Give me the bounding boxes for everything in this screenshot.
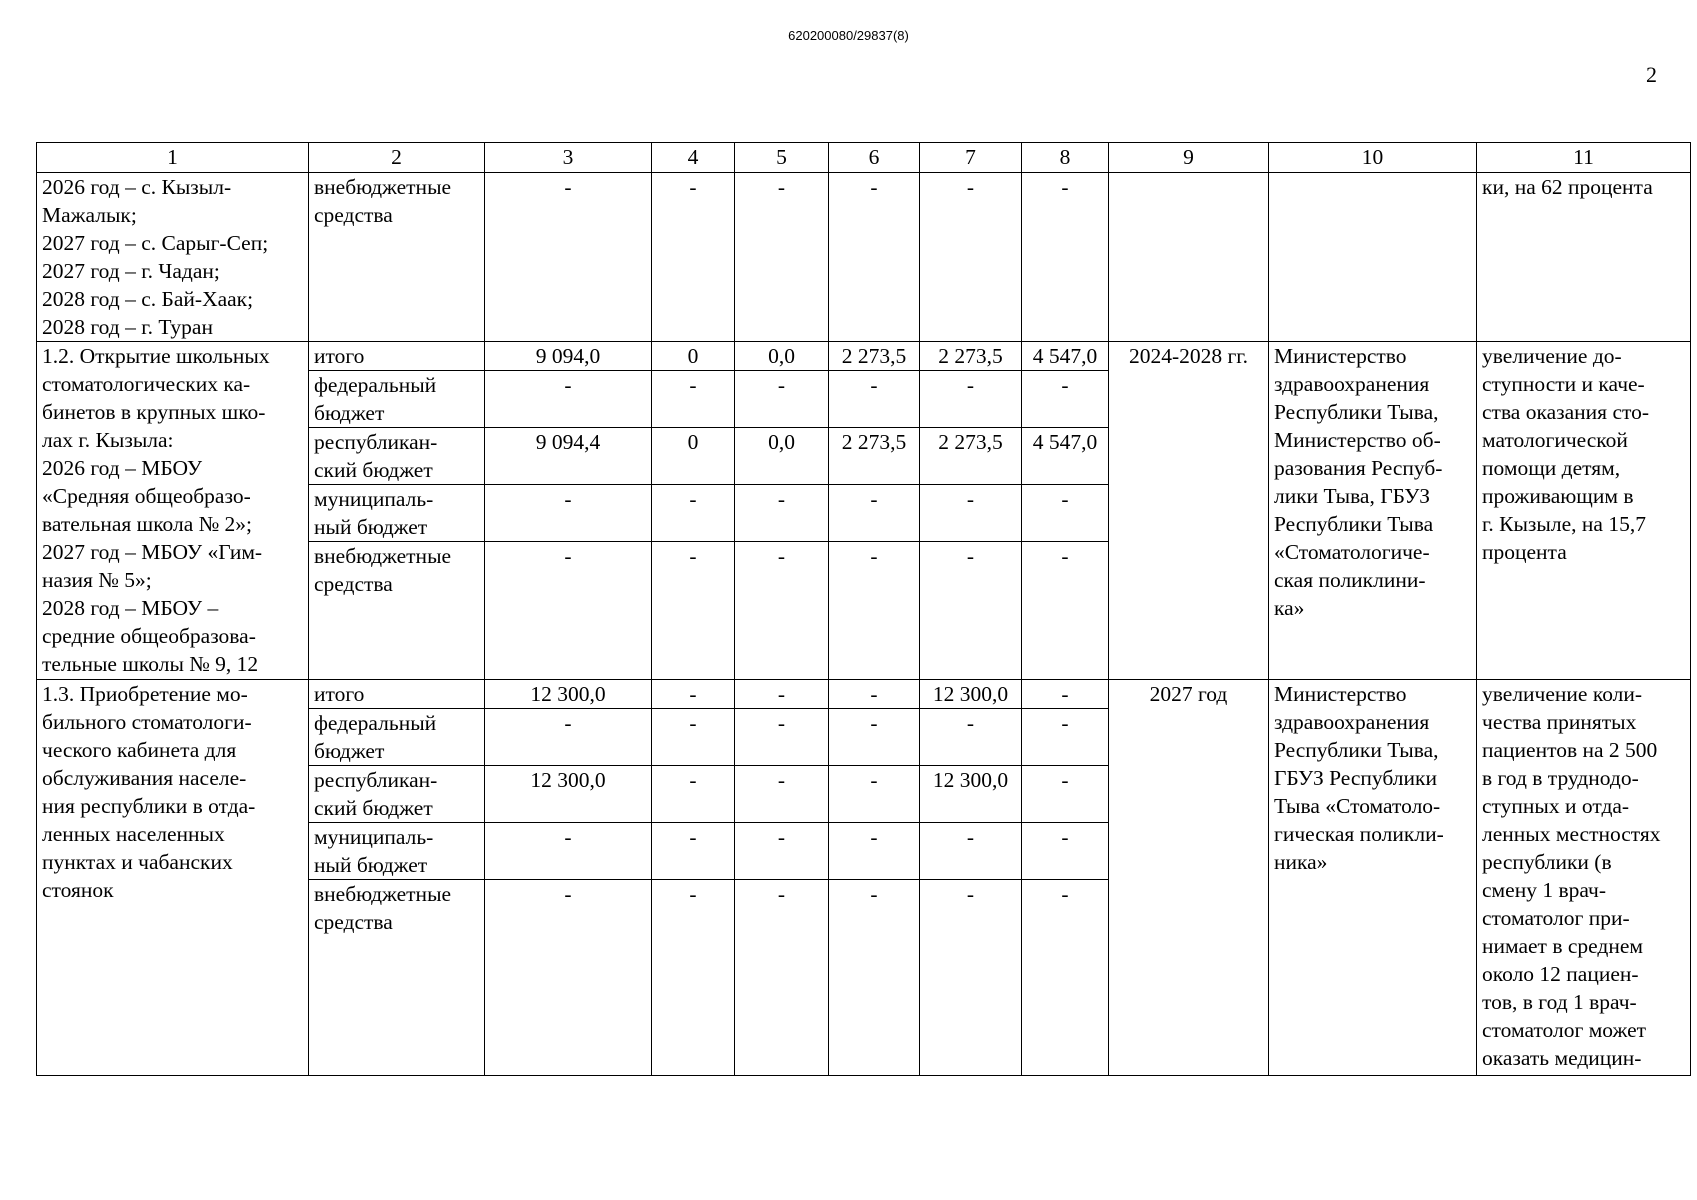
table-cell: -	[485, 542, 652, 680]
table-cell: 12 300,0	[920, 766, 1022, 823]
period-cell: 2024-2028 гг.	[1109, 342, 1269, 680]
table-cell: 2 273,5	[829, 342, 920, 371]
column-header: 3	[485, 143, 652, 173]
expected-result: увеличение коли- чества принятых пациентов на 2 500 в год в труднодо- ступных и отда- ленных местностях республики (в смену 1 врач- стоматолог при- нимает в среднем около 12 пациен- тов, в год 1 врач- стоматолог может оказать медицин-	[1477, 680, 1691, 1076]
table-cell: -	[735, 709, 829, 766]
table-cell: -	[829, 542, 920, 680]
table-cell: -	[920, 485, 1022, 542]
table-cell: 4 547,0	[1022, 428, 1109, 485]
table-cell: -	[735, 173, 829, 342]
table-cell: -	[652, 766, 735, 823]
table-cell: -	[920, 880, 1022, 1076]
table-cell: 0,0	[735, 342, 829, 371]
table-cell: -	[485, 880, 652, 1076]
table-cell: -	[1022, 823, 1109, 880]
table-cell: -	[652, 542, 735, 680]
table-cell: -	[652, 371, 735, 428]
measure-description: 1.3. Приобретение мо- бильного стоматологи- ческого кабинета для обслуживания населе- ния республики в отда- ленных населенных пунктах и чабанских стоянок	[37, 680, 309, 1076]
column-header: 7	[920, 143, 1022, 173]
table-cell: -	[485, 823, 652, 880]
column-header: 10	[1269, 143, 1477, 173]
column-header: 8	[1022, 143, 1109, 173]
funding-source: итого	[309, 342, 485, 371]
page-number: 2	[1646, 62, 1657, 87]
funding-source: республикан- ский бюджет	[309, 428, 485, 485]
table-cell: -	[1022, 680, 1109, 709]
table-cell: -	[1022, 880, 1109, 1076]
funding-source: итого	[309, 680, 485, 709]
table-cell: -	[1022, 173, 1109, 342]
table-cell: 2 273,5	[829, 428, 920, 485]
table-cell: -	[1022, 709, 1109, 766]
funding-source: внебюджетные средства	[309, 542, 485, 680]
table-header-row	[37, 143, 1691, 173]
table-cell: -	[829, 709, 920, 766]
table-cell: 0	[652, 428, 735, 485]
table-row	[37, 342, 1691, 371]
table-cell: -	[735, 485, 829, 542]
table-cell	[1109, 173, 1269, 342]
column-header: 2	[309, 143, 485, 173]
table-cell: -	[829, 680, 920, 709]
table-cell: -	[920, 709, 1022, 766]
table-cell: -	[1022, 371, 1109, 428]
measure-description: 1.2. Открытие школьных стоматологических ка- бинетов в крупных шко- лах г. Кызыла: 2026 год – МБОУ «Средняя общеобразо- вательная школа № 2»; 2027 год – МБОУ «Гим- назия № 5»; 2028 год – МБОУ – средние общеобразова- тельные школы № 9, 12	[37, 342, 309, 680]
table-cell: 4 547,0	[1022, 342, 1109, 371]
table-cell: -	[920, 823, 1022, 880]
column-header: 9	[1109, 143, 1269, 173]
table-cell: -	[1022, 542, 1109, 680]
table-cell: -	[485, 371, 652, 428]
table-cell: 2 273,5	[920, 428, 1022, 485]
expected-result: увеличение до- ступности и каче- ства оказания сто- матологической помощи детям, проживающим в г. Кызыле, на 15,7 процента	[1477, 342, 1691, 680]
table-cell	[1269, 173, 1477, 342]
table-cell: -	[1022, 485, 1109, 542]
table-cell: -	[652, 823, 735, 880]
table-cell: -	[735, 542, 829, 680]
expected-result: ки, на 62 процента	[1477, 173, 1691, 342]
responsible-executor: Министерство здравоохранения Республики Тыва, Министерство об- разования Респуб- лики Тыва, ГБУЗ Республики Тыва «Стоматологиче- ская поликлини- ка»	[1269, 342, 1477, 680]
table-cell: -	[485, 485, 652, 542]
table-row	[37, 680, 1691, 709]
column-header: 4	[652, 143, 735, 173]
table-cell: -	[829, 823, 920, 880]
table-cell: 2 273,5	[920, 342, 1022, 371]
table-cell: 0	[652, 342, 735, 371]
funding-source: федеральный бюджет	[309, 371, 485, 428]
column-header: 5	[735, 143, 829, 173]
table-cell: -	[735, 371, 829, 428]
table-cell: -	[920, 542, 1022, 680]
table-cell: -	[829, 766, 920, 823]
table-cell: -	[735, 823, 829, 880]
table-cell: 9 094,4	[485, 428, 652, 485]
table-cell: -	[735, 680, 829, 709]
column-header: 1	[37, 143, 309, 173]
table-cell: -	[829, 880, 920, 1076]
table-cell: -	[652, 880, 735, 1076]
table-row	[37, 173, 1691, 342]
table-cell: -	[652, 709, 735, 766]
funding-source: внебюджетные средства	[309, 880, 485, 1076]
table-cell: -	[829, 371, 920, 428]
column-header: 11	[1477, 143, 1691, 173]
table-cell: -	[920, 173, 1022, 342]
table-cell: -	[1022, 766, 1109, 823]
table-cell: 12 300,0	[485, 680, 652, 709]
table-cell: 0,0	[735, 428, 829, 485]
table-cell: -	[735, 880, 829, 1076]
table-cell: 12 300,0	[920, 680, 1022, 709]
table-cell: -	[829, 173, 920, 342]
period-cell: 2027 год	[1109, 680, 1269, 1076]
table-cell: 9 094,0	[485, 342, 652, 371]
funding-source: внебюджетные средства	[309, 173, 485, 342]
funding-source: муниципаль- ный бюджет	[309, 823, 485, 880]
table-cell: -	[652, 680, 735, 709]
funding-source: республикан- ский бюджет	[309, 766, 485, 823]
budget-table	[36, 142, 1691, 1076]
table-cell: -	[652, 173, 735, 342]
responsible-executor: Министерство здравоохранения Республики Тыва, ГБУЗ Республики Тыва «Стоматоло- гическая поликли- ника»	[1269, 680, 1477, 1076]
table-cell: -	[652, 485, 735, 542]
table-cell: 12 300,0	[485, 766, 652, 823]
table-cell: -	[485, 709, 652, 766]
measure-description: 2026 год – с. Кызыл- Мажалык; 2027 год – с. Сарыг-Сеп; 2027 год – г. Чадан; 2028 год – с. Бай-Хаак; 2028 год – г. Туран	[37, 173, 309, 342]
funding-source: муниципаль- ный бюджет	[309, 485, 485, 542]
table-cell: -	[735, 766, 829, 823]
column-header: 6	[829, 143, 920, 173]
funding-source: федеральный бюджет	[309, 709, 485, 766]
table-cell: -	[485, 173, 652, 342]
document-id: 620200080/29837(8)	[788, 28, 909, 43]
table-cell: -	[829, 485, 920, 542]
table-cell: -	[920, 371, 1022, 428]
